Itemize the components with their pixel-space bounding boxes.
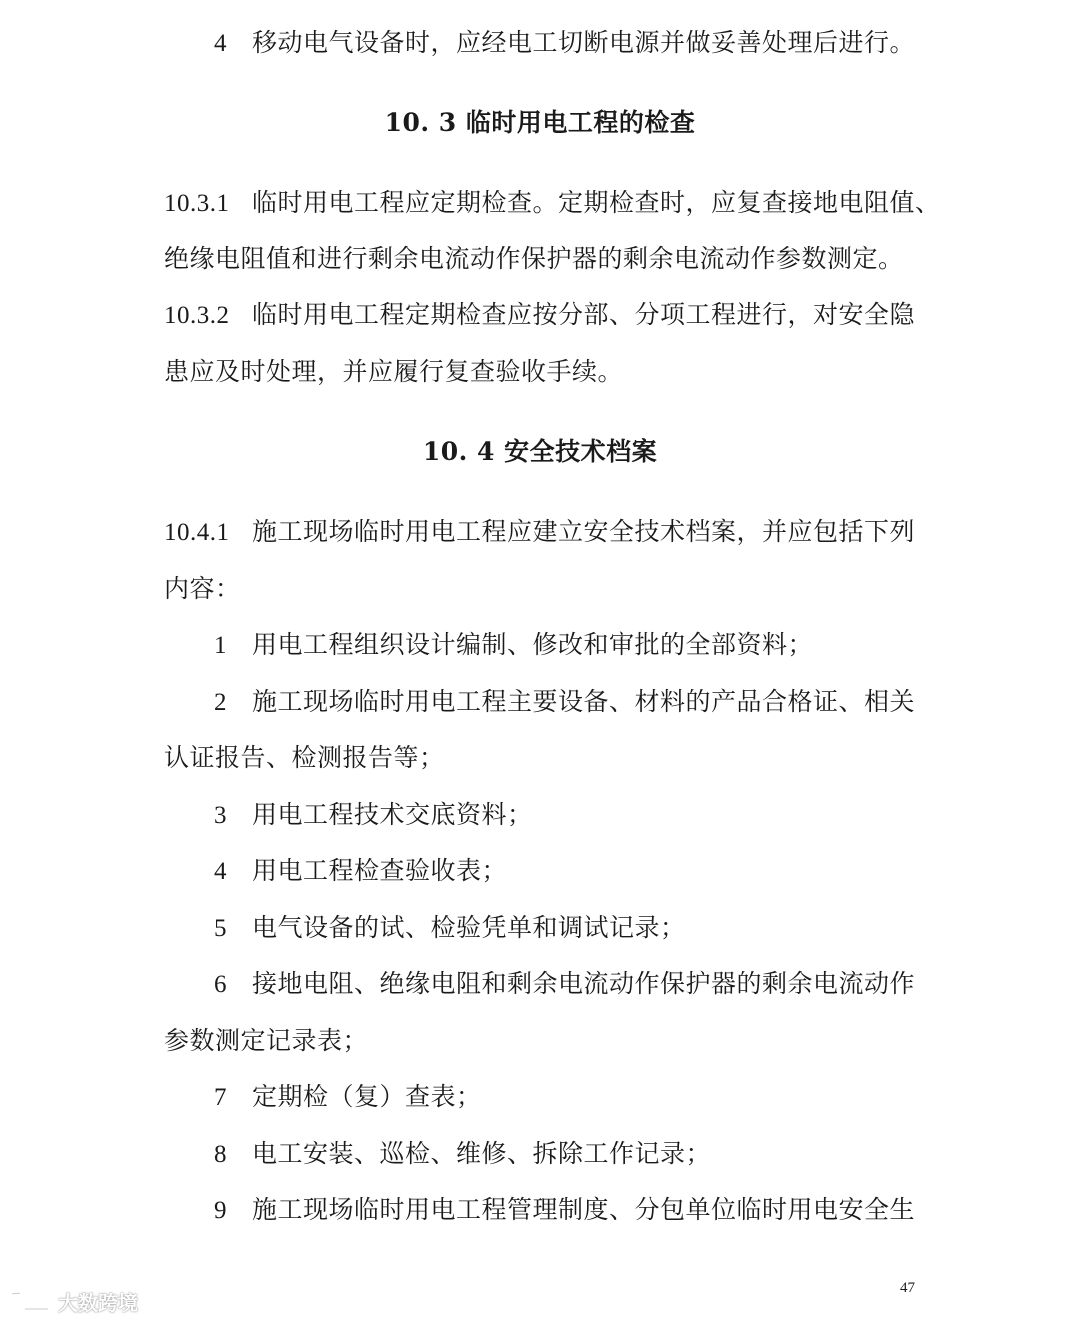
item-number: 4 [214,858,227,885]
item-text: 电工安装、巡检、维修、拆除工作记录； [252,1139,712,1168]
paragraph-continuation: 参数测定记录表； [164,1026,369,1055]
clause-paragraph [164,515,915,550]
item-text: 施工现场临时用电工程管理制度、分包单位临时用电安全生 [252,1195,916,1224]
item-text: 电气设备的试、检验凭单和调试记录； [252,913,686,942]
paragraph-continuation: 患应及时处理，并应履行复查验收手续。 [164,357,624,386]
item-number: 1 [214,632,227,659]
item-number: 6 [214,971,227,998]
item-text: 移动电气设备时，应经电工切断电源并做妥善处理后进行。 [252,28,916,57]
paragraph-continuation: 绝缘电阻值和进行剩余电流动作保护器的剩余电流动作参数测定。 [164,244,904,273]
list-item [214,1193,915,1228]
item-text: 接地电阻、绝缘电阻和剩余电流动作保护器的剩余电流动作 [252,969,916,998]
list-item [214,967,915,1002]
item-number: 4 [214,30,227,57]
item-text: 用电工程技术交底资料； [252,800,533,829]
clause-number: 10.3.2 [164,302,230,329]
item-number: 3 [214,802,227,829]
section-heading: 10. 3 临时用电工程的检查 [384,108,696,137]
clause-text: 临时用电工程定期检查应按分部、分项工程进行，对安全隐 [252,300,916,329]
list-item [214,854,507,889]
clause-text: 临时用电工程应定期检查。定期检查时，应复查接地电阻值、 [252,188,941,217]
item-number: 9 [214,1197,227,1224]
item-number: 7 [214,1084,227,1111]
clause-paragraph [164,298,915,333]
clause-text: 施工现场临时用电工程应建立安全技术档案，并应包括下列 [252,517,916,546]
watermark-text: 大数跨境 [58,1290,138,1315]
brand-logo-icon [8,1288,52,1314]
item-number: 5 [214,915,227,942]
list-item [214,26,915,61]
paragraph-continuation: 内容： [164,574,241,603]
item-text: 施工现场临时用电工程主要设备、材料的产品合格证、相关 [252,687,916,716]
page-number: 47 [900,1280,915,1296]
list-item [214,911,686,946]
section-heading: 10. 4 安全技术档案 [422,437,658,466]
list-item [214,628,813,663]
list-item [214,798,533,833]
watermark [8,1285,138,1317]
clause-number: 10.3.1 [164,190,230,217]
clause-number: 10.4.1 [164,519,230,546]
list-item [214,1137,711,1172]
item-text: 用电工程检查验收表； [252,856,508,885]
item-number: 8 [214,1141,227,1168]
item-text: 用电工程组织设计编制、修改和审批的全部资料； [252,630,814,659]
list-item [214,1080,482,1115]
clause-paragraph [164,186,941,221]
item-number: 2 [214,689,227,716]
item-text: 定期检（复）查表； [252,1082,482,1111]
paragraph-continuation: 认证报告、检测报告等； [164,743,445,772]
list-item [214,685,915,720]
